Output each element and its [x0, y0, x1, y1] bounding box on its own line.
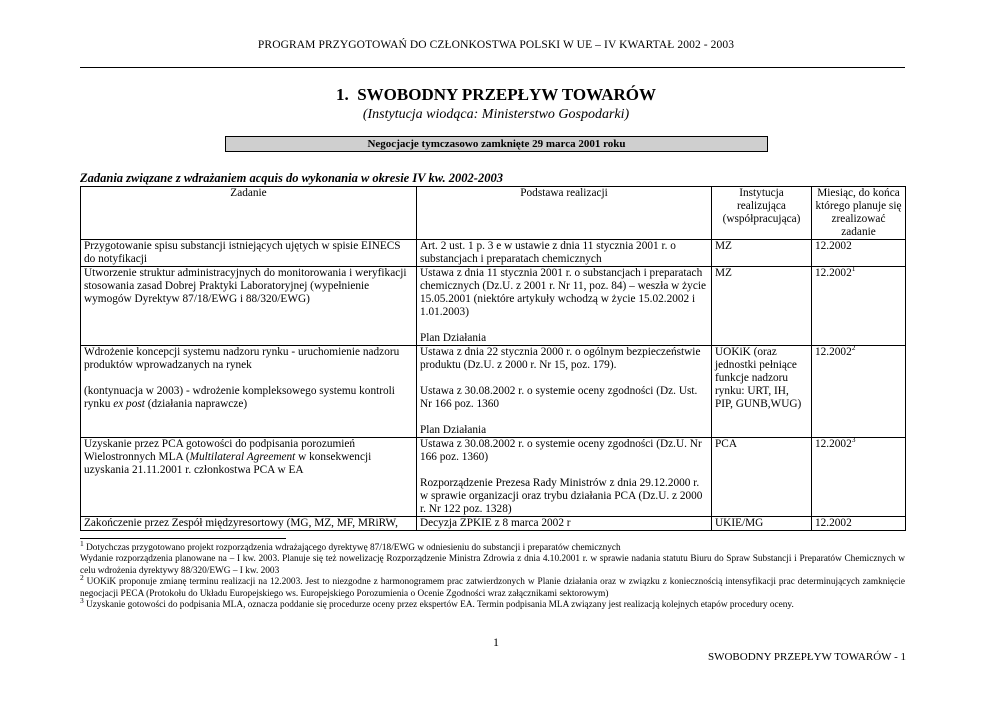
- basis-text: Rozporządzenie Prezesa Rady Ministrów z dnia 29.12.2000 r. w sprawie organizacji oraz trybu działania PCA (Dz.U. z 2000 r. Nr 122 poz. 1328): [420, 477, 703, 515]
- footnote-text: UOKiK proponuje zmianę terminu realizacji na 12.2003. Jest to niezgodne z harmonogramem prac zatwierdzonych w Planie działania oraz w związku z koniecznością intensyfikacji prac determinujących zamknięcie negocjacji PECA (Protokołu do Układu Europejskiego ws. Europejskiego Porozumienia o Ocenie Zgodności wraz załącznikami sektorowym): [80, 577, 905, 599]
- table-row: [81, 346, 906, 438]
- footnote: [80, 538, 905, 554]
- deadline-value: 12.2002: [815, 438, 852, 450]
- task-text-italic: ex post: [113, 398, 145, 410]
- column-header-institution: Instytucja realizująca (współpracująca): [712, 187, 812, 240]
- task-text-part: Uzyskanie przez PCA gotowości do podpisania porozumień Wielostronnych MLA (: [84, 438, 356, 463]
- deadline-cell: [812, 343, 906, 438]
- task-text: Wdrożenie koncepcji systemu nadzoru rynku - uruchomienie nadzoru produktów wprowadzanych na rynek: [84, 346, 400, 371]
- footnote: [80, 554, 905, 577]
- footnote-ref: 2: [851, 343, 856, 353]
- task-cell: [81, 346, 417, 438]
- deadline-value: 12.2002: [815, 346, 852, 358]
- footnote-text: Uzyskanie gotowości do podpisania MLA, oznacza poddanie się procedurze oceny przez ekspertów EA. Termin podpisania MLA związany jest realizacją kolejnych etapów procedury oceny.: [83, 600, 794, 611]
- basis-text: Ustawa z dnia 22 stycznia 2000 r. o ogólnym bezpieczeństwie produktu (Dz.U. z 2000 r. Nr 15, poz. 179).: [420, 346, 701, 371]
- institution-cell: UKIE/MG: [712, 517, 812, 531]
- institution-cell: PCA: [712, 438, 812, 517]
- task-text-continuation: [84, 385, 395, 410]
- basis-cell: Decyzja ZPKIE z 8 marca 2002 r: [417, 517, 712, 531]
- header-divider: [80, 67, 905, 68]
- deadline-value: 12.2002: [815, 267, 852, 279]
- footnote-mark: 2: [80, 573, 84, 583]
- column-header-task: Zadanie: [81, 187, 417, 240]
- chapter-title-text: SWOBODNY PRZEPŁYW TOWARÓW: [357, 85, 657, 104]
- footer-chapter-label: SWOBODNY PRZEPŁYW TOWARÓW - 1: [707, 651, 906, 663]
- table-row: [81, 240, 906, 267]
- footnote-text: Dotychczas przygotowano projekt rozporządzenia wdrażającego dyrektywę 87/18/EWG w odniesieniu do substancji i preparatów chemicznych: [83, 543, 621, 553]
- basis-text: Ustawa z 30.08.2002 r. o systemie oceny zgodności (Dz. Ust. Nr 166 poz. 1360: [420, 385, 698, 410]
- footnote-mark: 1: [80, 538, 84, 548]
- footnote-ref: 1: [851, 264, 856, 274]
- footnote: [80, 595, 905, 611]
- basis-text: Ustawa z 30.08.2002 r. o systemie oceny zgodności (Dz.U. Nr 166 poz. 1360): [420, 438, 702, 463]
- task-text-part: (kontynuacja w 2003) - wdrożenie kompleksowego systemu kontroli rynku: [84, 385, 395, 410]
- negotiation-status-box: Negocjacje tymczasowo zamknięte 29 marca 2001 roku: [225, 136, 768, 152]
- footnote-ref: 3: [851, 435, 856, 445]
- table-row: [81, 267, 906, 346]
- basis-text: Ustawa z dnia 11 stycznia 2001 r. o substancjach i preparatach chemicznych (Dz.U. z 2001 r. Nr 11, poz. 84) – weszła w życie 15.05.2001 (niektóre artykuły wchodzą w życie 15.02.2002 i 1.01.2003): [420, 267, 706, 318]
- task-text-part: w konsekwencji uzyskania 21.11.2001 r. członkostwa PCA w EA: [84, 451, 372, 476]
- section-heading: Zadania związane z wdrażaniem acquis do wykonania w okresie IV kw. 2002-2003: [80, 171, 503, 185]
- page-number: 1: [493, 635, 499, 649]
- basis-cell: [417, 438, 712, 517]
- deadline-cell: [812, 435, 906, 517]
- footnote-divider: [80, 538, 286, 539]
- institution-cell: MZ: [712, 240, 812, 267]
- table-row: [81, 517, 906, 531]
- basis-text: Plan Działania: [420, 424, 487, 436]
- task-text-italic: Multilateral Agreement: [189, 451, 296, 463]
- deadline-cell: [812, 264, 906, 346]
- task-cell: Przygotowanie spisu substancji istniejących ujętych w spisie EINECS do notyfikacji: [81, 240, 417, 267]
- footnotes: [80, 538, 905, 611]
- table-row: [81, 438, 906, 517]
- footnote-text: Wydanie rozporządzenia planowane na – I kw. 2003. Planuje się też nowelizację Rozporządzenie Ministra Zdrowia z dnia 4.10.2001 r. w sprawie nadania statutu Biuru do Spraw Substancji i Preparatów Chemicznych w celu wdrożenia dyrektywy 88/320/EWG – I kw. 2003: [80, 554, 905, 576]
- basis-text: Plan Działania: [420, 332, 487, 344]
- chapter-number: 1.: [335, 85, 349, 104]
- task-cell: [81, 438, 417, 517]
- task-cell: Utworzenie struktur administracyjnych do monitorowania i weryfikacji stosowania zasad Dobrej Praktyki Laboratoryjnej (wypełnienie wymogów Dyrektyw 87/18/EWG i 88/320/EWG): [81, 267, 417, 346]
- task-text-part: (działania naprawcze): [144, 398, 248, 410]
- chapter-title: [0, 85, 992, 105]
- column-header-deadline: Miesiąc, do końca którego planuje się zrealizować zadanie: [812, 187, 906, 240]
- deadline-cell: 12.2002: [812, 517, 906, 531]
- lead-institution: (Instytucja wiodąca: Ministerstwo Gospodarki): [362, 107, 630, 122]
- basis-cell: Art. 2 ust. 1 p. 3 e w ustawie z dnia 11 stycznia 2001 r. o substancjach i preparatach chemicznych: [417, 240, 712, 267]
- institution-cell: MZ: [712, 267, 812, 346]
- tasks-table: [80, 186, 906, 531]
- deadline-cell: 12.2002: [812, 240, 906, 267]
- column-header-basis: Podstawa realizacji: [417, 187, 712, 240]
- footnote: [80, 573, 905, 600]
- basis-cell: [417, 267, 712, 346]
- running-header: PROGRAM PRZYGOTOWAŃ DO CZŁONKOSTWA POLSKI W UE – IV KWARTAŁ 2002 - 2003: [257, 39, 735, 51]
- footnote-mark: 3: [80, 595, 84, 605]
- task-cell: Zakończenie przez Zespół międzyresortowy (MG, MZ, MF, MRiRW,: [81, 517, 417, 531]
- table-header-row: [81, 187, 906, 240]
- institution-cell: UOKiK (oraz jednostki pełniące funkcje nadzoru rynku: URT, IH, PIP, GUNB,WUG): [712, 346, 812, 438]
- basis-cell: [417, 346, 712, 438]
